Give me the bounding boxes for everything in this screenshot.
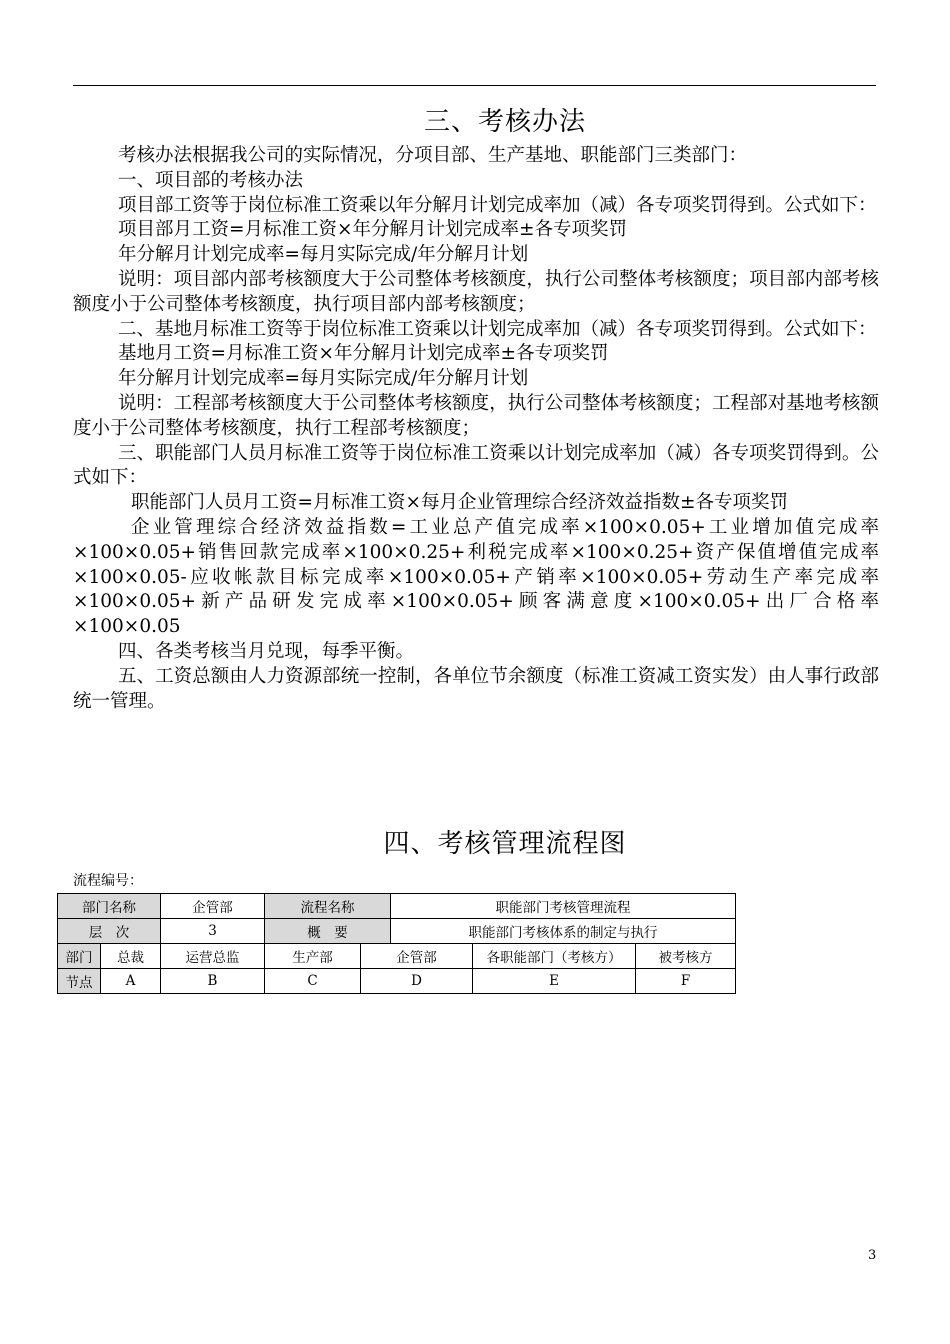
header-rule: [73, 85, 876, 86]
table-row: [58, 894, 736, 919]
table-row: [58, 944, 736, 969]
paragraph: 一、项目部的考核办法: [118, 169, 304, 191]
table-row: [58, 969, 736, 994]
paragraph: 四、各类考核当月兑现，每季平衡。: [118, 640, 415, 662]
section-heading-assessment-method: 三、考核办法: [423, 107, 586, 137]
section-heading-flowchart: 四、考核管理流程图: [383, 829, 627, 859]
dept-name-value: 企管部: [161, 894, 265, 919]
formula-line: 项目部月工资=月标准工资×年分解月计划完成率±各专项奖罚: [118, 219, 628, 241]
page-number: 3: [868, 1248, 877, 1263]
dept-cell: 生产部: [265, 944, 361, 969]
dept-cell: 运营总监: [161, 944, 265, 969]
summary-label: 概 要: [265, 919, 391, 944]
paragraph: 三、职能部门人员月标准工资等于岗位标准工资乘以计划完成率加（减）各专项奖罚得到。公式如下：: [73, 442, 879, 489]
table-row: [58, 919, 736, 944]
paragraph: 二、基地月标准工资等于岗位标准工资乘以计划完成率加（减）各专项奖罚得到。公式如下：: [118, 318, 877, 340]
summary-value: 职能部门考核体系的制定与执行: [391, 919, 736, 944]
node-cell: C: [265, 969, 361, 994]
body-text: [73, 144, 879, 714]
flow-number-label: 流程编号：: [73, 873, 143, 889]
dept-cell: 总裁: [101, 944, 161, 969]
node-cell: D: [361, 969, 473, 994]
dept-name-label: 部门名称: [58, 894, 161, 919]
paragraph: 说明：工程部考核额度大于公司整体考核额度，执行公司整体考核额度；工程部对基地考核额度小于公司整体考核额度，执行工程部考核额度；: [73, 392, 879, 439]
formula-line: 年分解月计划完成率=每月实际完成/年分解月计划: [118, 368, 529, 390]
dept-cell: 企管部: [361, 944, 473, 969]
node-cell: A: [101, 969, 161, 994]
paragraph: 考核办法根据我公司的实际情况，分项目部、生产基地、职能部门三类部门：: [118, 145, 748, 166]
level-value: 3: [161, 919, 265, 944]
formula-line: 年分解月计划完成率=每月实际完成/年分解月计划: [118, 244, 529, 266]
formula-line: 基地月工资=月标准工资×年分解月计划完成率±各专项奖罚: [118, 343, 609, 365]
dept-cell: 各职能部门（考核方）: [473, 944, 636, 969]
dept-row-label: 部门: [58, 944, 101, 969]
node-cell: F: [636, 969, 736, 994]
level-label: 层 次: [58, 919, 161, 944]
paragraph: 五、工资总额由人力资源部统一控制，各单位节余额度（标准工资减工资实发）由人事行政部统一管理。: [73, 665, 879, 712]
formula-line: 职能部门人员月工资=月标准工资×每月企业管理综合经济效益指数±各专项奖罚: [131, 492, 789, 514]
node-row-label: 节点: [58, 969, 101, 994]
formula-line: 企业管理综合经济效益指数=工业总产值完成率×100×0.05+工业增加值完成率×100×0.05+销售回款完成率×100×0.25+利税完成率×100×0.25+资产保值增值完成率×100×0.05-应收帐款目标完成率×100×0.05+产销率×100×0.05+劳动生产率完成率×100×0.05+新产品研发完成率×100×0.05+顾客满意度×100×0.05+出厂合格率×100×0.05: [73, 516, 879, 638]
dept-cell: 被考核方: [636, 944, 736, 969]
node-cell: B: [161, 969, 265, 994]
paragraph: 项目部工资等于岗位标准工资乘以年分解月计划完成率加（减）各专项奖罚得到。公式如下：: [118, 194, 877, 216]
node-cell: E: [473, 969, 636, 994]
flow-name-value: 职能部门考核管理流程: [391, 894, 736, 919]
flow-info-table: [57, 893, 736, 994]
flow-name-label: 流程名称: [265, 894, 391, 919]
paragraph: 说明：项目部内部考核额度大于公司整体考核额度，执行公司整体考核额度；项目部内部考核额度小于公司整体考核额度，执行项目部内部考核额度；: [73, 268, 879, 315]
